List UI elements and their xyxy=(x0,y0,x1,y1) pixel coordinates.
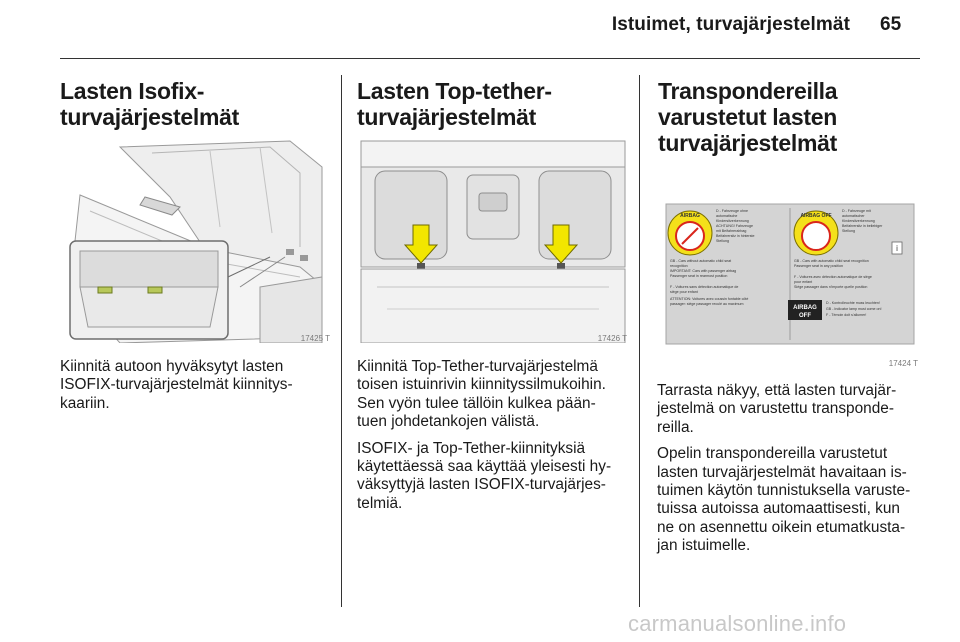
label-line: D - Kontrolleuchte muss leuchten! xyxy=(826,301,880,305)
airbag-off-line: AIRBAG xyxy=(793,305,817,311)
text-line: jestelmä on varustettu transponde- xyxy=(657,400,894,418)
figure-code: 17426 T xyxy=(597,334,627,343)
label-line: passager: siège passager reculé au maximum xyxy=(670,302,744,306)
column-transponder-text xyxy=(657,382,925,564)
label-line: F - Témoin doit s'allumer! xyxy=(826,313,867,317)
text-line: lasten turvajärjestelmät havaitaan is- xyxy=(657,463,907,481)
text-line: tuen johdetankojen välistä. xyxy=(357,413,540,431)
watermark: carmanualsonline.info xyxy=(628,611,847,636)
text-line: telmiä. xyxy=(357,494,403,512)
label-line: Passenger seat in rearmost position xyxy=(670,274,728,278)
body-paragraph xyxy=(60,358,332,413)
text-line: toisen istuinrivin kiinnityssilmukoihin. xyxy=(357,376,606,394)
page-number: 65 xyxy=(880,14,902,35)
isofix-seat-illustration xyxy=(60,137,332,343)
text-line: tuimen käytön tunnistuksella varuste- xyxy=(657,482,911,500)
label-line: Siège passager dans n'importe quelle position xyxy=(794,285,868,289)
column-isofix xyxy=(60,78,330,130)
label-line: ACHTUNG! Fahrzeuge xyxy=(716,224,753,228)
figure-code: 17424 T xyxy=(888,359,918,368)
label-line: GB - Cars with automatic child seat recognition xyxy=(794,259,869,263)
text-line: käytettäessä saa käyttää yleisesti hy- xyxy=(357,458,612,476)
label-line: F - Voitures sans détection automatique de xyxy=(670,285,739,289)
text-line: väksyttyjä lasten ISOFIX-turvajärjes- xyxy=(357,476,606,494)
figure-transponder-label xyxy=(660,200,920,368)
text-line: Opelin transpondereilla varustetut xyxy=(657,445,888,463)
label-line: ATTENTION: Voitures avec coussin fontable côté xyxy=(670,297,749,301)
body-paragraph xyxy=(657,382,925,437)
label-line: Kindersitzerkennung xyxy=(842,219,875,223)
label-line: mit Beifahrerairbag xyxy=(716,229,747,233)
text-line: Kiinnitä autoon hyväksytyt lasten xyxy=(60,358,284,375)
label-line: D - Fahrzeuge mit xyxy=(842,209,871,213)
text-line: jan istuimelle. xyxy=(657,537,751,555)
badge-label: AIRBAG OFF xyxy=(800,213,832,219)
column-isofix-text xyxy=(60,358,332,421)
text-line: ISOFIX- ja Top-Tether-kiinnityksiä xyxy=(357,439,586,457)
header-rule xyxy=(60,58,920,59)
heading-line: turvajärjestelmät xyxy=(60,104,239,130)
column-top-tether-text xyxy=(357,358,633,521)
column-top-tether xyxy=(357,78,627,130)
heading-line: turvajärjestelmät xyxy=(658,130,837,156)
label-line: F - Voitures avec détection automatique de siège xyxy=(794,275,872,279)
figure-top-tether xyxy=(357,137,629,343)
label-line: D - Fahrzeuge ohne xyxy=(716,209,748,213)
airbag-off-line: OFF xyxy=(799,313,811,319)
heading-line: Transpondereilla xyxy=(658,78,838,104)
text-line: kaariin. xyxy=(60,394,110,412)
text-line: reilla. xyxy=(657,418,694,436)
label-line: siège pour enfant xyxy=(670,290,698,294)
heading-line: varustetut lasten xyxy=(658,104,837,130)
heading-line: Lasten Top-tether- xyxy=(357,78,552,104)
text-line: Sen vyön tulee tällöin kulkea pään- xyxy=(357,394,596,412)
label-line: automatische xyxy=(716,214,738,218)
label-line: pour enfant xyxy=(794,280,813,284)
label-line: GB - Indicator lamp must come on! xyxy=(826,307,882,311)
label-line: Passenger seat in any position xyxy=(794,264,843,268)
figure-isofix-seat xyxy=(60,137,332,343)
label-line: Beifahrersitz in hinterste xyxy=(716,234,755,238)
text-line: Kiinnitä Top-Tether-turvajärjestelmä xyxy=(357,358,598,375)
label-line: automatischer xyxy=(842,214,865,218)
section-heading-transponder xyxy=(658,78,920,156)
airbag-label-illustration xyxy=(660,200,920,368)
text-line: ne on asennettu oikein etumatkusta- xyxy=(657,518,906,536)
top-tether-illustration xyxy=(357,137,629,343)
heading-line: turvajärjestelmät xyxy=(357,104,536,130)
label-line: Beifahrersitz in beliebiger xyxy=(842,224,883,228)
section-heading-isofix xyxy=(60,78,330,130)
text-line: ISOFIX-turvajärjestelmät kiinnitys- xyxy=(60,376,293,394)
body-paragraph xyxy=(657,445,925,555)
body-paragraph xyxy=(357,358,633,432)
label-line: Stellung xyxy=(716,239,729,243)
figure-code: 17425 T xyxy=(300,334,330,343)
label-line: GB - Cars without automatic child seat xyxy=(670,259,732,263)
running-header: Istuimet, turvajärjestelmät xyxy=(611,14,850,35)
column-divider-2 xyxy=(639,75,640,607)
svg-text:i: i xyxy=(896,244,898,253)
text-line: Tarrasta näkyy, että lasten turvajär- xyxy=(657,382,897,399)
label-line: IMPORTANT: Cars with passenger airbag xyxy=(670,269,737,273)
heading-line: Lasten Isofix- xyxy=(60,78,205,104)
badge-label: AIRBAG xyxy=(680,213,700,219)
column-transponder xyxy=(658,78,920,156)
body-paragraph xyxy=(357,440,633,514)
text-line: tuissa autoissa automaattisesti, kun xyxy=(657,500,900,518)
column-divider-1 xyxy=(341,75,342,607)
section-heading-top-tether xyxy=(357,78,627,130)
label-line: recognition xyxy=(670,264,688,268)
label-line: Stellung xyxy=(842,229,855,233)
label-line: Kindersitzerkennung xyxy=(716,219,749,223)
